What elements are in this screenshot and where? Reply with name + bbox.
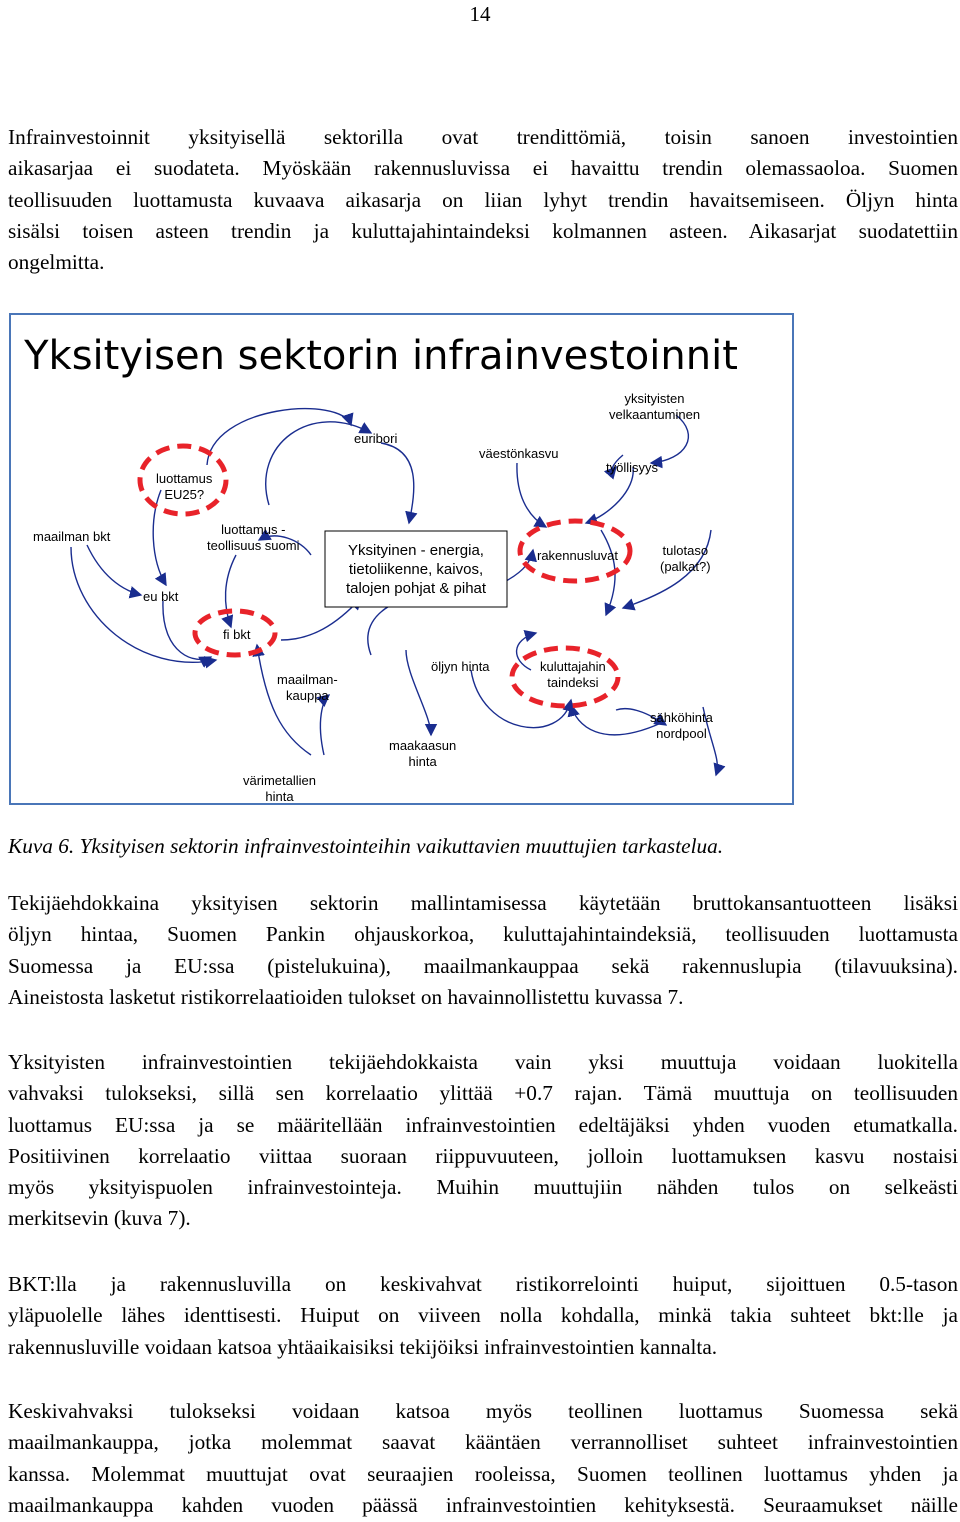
- text-line: Yksityisten infrainvestointien tekijäehdokkaista vain yksi muuttuja voidaan luokitella: [8, 1050, 958, 1074]
- node-center-investments: Yksityinen - energia, tietoliikenne, kaivos, talojen pohjat & pihat: [345, 542, 487, 597]
- node-maailmankauppa: maailman- kauppa: [277, 672, 338, 703]
- text-line: maailmankauppa, jotka molemmat saavat kääntäen verrannolliset suhteet infrainvestointien: [8, 1430, 958, 1455]
- node-fi-bkt: fi bkt: [223, 627, 251, 642]
- node-maakaasun-hinta: maakaasun hinta: [389, 738, 457, 769]
- text-line: rakennusluville voidaan katsoa yhtäaikaisiksi tekijöiksi infrainvestointien kannalta.: [8, 1334, 718, 1359]
- node-luottamus-eu: luottamus EU25?: [156, 471, 213, 502]
- text-line: Infrainvestoinnit yksityisellä sektorilla ovat trendittömiä, toisin sanoen investointien: [8, 125, 958, 149]
- text-line: kanssa. Molemmat muuttujat ovat seuraajien rooleissa, Suomen teollinen luottamus yhden ja: [8, 1461, 958, 1486]
- node-tyollisyys: työllisyys: [606, 460, 659, 475]
- figure-caption: Kuva 6. Yksityisen sektorin infrainvestointeihin vaikuttavien muuttujien tarkastelua.: [8, 834, 724, 858]
- text-line: Positiivinen korrelaatio viittaa suoraan riippuvuuteen, jolloin luottamuksen kasvu nostaisi: [8, 1143, 958, 1168]
- node-maailman-bkt: maailman bkt: [33, 529, 111, 544]
- text-line: Suomessa ja EU:ssa (pistelukuina), maailmankauppaa sekä rakennuslupia (tilavuuksina).: [8, 953, 958, 978]
- figure-title: Yksityisen sektorin infrainvestoinnit: [24, 333, 738, 379]
- text-line: öljyn hintaa, Suomen Pankin ohjauskorkoa, kuluttajahintaindeksiä, teollisuuden luottamusta: [8, 922, 958, 947]
- text-line: maailmankauppa kahden vuoden päässä infrainvestointien kehityksestä. Seuraamukset näille: [8, 1492, 958, 1517]
- paragraph-1: [8, 122, 958, 278]
- text-line: Tekijäehdokkaina yksityisen sektorin mallintamisessa käytetään bruttokansantuotteen lisäksi: [8, 891, 958, 915]
- text-line: ongelmitta.: [8, 250, 105, 275]
- node-rakennusluvat: rakennusluvat: [537, 548, 618, 563]
- node-varimetallien-hinta: värimetallien hinta: [243, 773, 316, 804]
- text-line: BKT:lla ja rakennusluvilla on keskivahvat ristikorrelointi huiput, sijoittuen 0.5-tason: [8, 1272, 958, 1296]
- text-line: yläpuolelle lähes identtisesti. Huiput on viiveen nolla kohdalla, minkä takia suhteet bkt:lle ja: [8, 1303, 958, 1328]
- node-luottamus-fi: luottamus - teollisuus suomi: [207, 522, 300, 553]
- node-vaestonkasvu: väestönkasvu: [479, 446, 559, 461]
- node-oljyn-hinta: öljyn hinta: [431, 659, 490, 674]
- page-number: 14: [469, 2, 491, 26]
- text-line: sisälsi toisen asteen trendin ja kuluttajahintaindeksi kolmannen asteen. Aikasarjat suodatettiin: [8, 218, 958, 243]
- node-eu-bkt: eu bkt: [143, 589, 179, 604]
- paragraph-4: [8, 1269, 958, 1363]
- text-line: teollisuuden luottamusta kuvaava aikasarja on liian lyhyt trendin havaitsemiseen. Öljyn hinta: [8, 187, 958, 212]
- text-line: myös yksityispuolen infrainvestointeja. Muihin muuttujiin nähden tulos on selkeästi: [8, 1175, 958, 1200]
- text-line: Keskivahvaksi tulokseksi voidaan katsoa myös teollinen luottamus Suomessa sekä: [8, 1399, 958, 1423]
- text-line: merkitsevin (kuva 7).: [8, 1206, 191, 1231]
- node-kuluttajahintaindeksi: kuluttajahin taindeksi: [540, 659, 606, 690]
- figure-diagram: [9, 313, 794, 805]
- paragraph-5: [8, 1396, 958, 1521]
- paragraph-3: [8, 1047, 958, 1235]
- node-velkaantuminen: yksityisten velkaantuminen: [609, 391, 701, 422]
- node-sahkohinta: sähköhinta nordpool: [650, 710, 713, 741]
- node-tulotaso: tulotaso (palkat?): [660, 543, 711, 574]
- text-line: aikasarjaa ei suodateta. Myöskään rakennusluvissa ei havaittu trendin olemassaoloa. Suomen: [8, 156, 958, 181]
- paragraph-2: [8, 888, 958, 1013]
- text-line: luottamus EU:ssa ja se määritellään infrainvestointien edeltäjäksi yhden vuoden etumatkalla.: [8, 1112, 958, 1137]
- text-line: vahvaksi tulokseksi, sillä sen korrelaatio ylittää +0.7 rajan. Tämä muuttuja on teollisuuden: [8, 1081, 958, 1106]
- node-euribori: euribori: [354, 431, 398, 446]
- text-line: Aineistosta lasketut ristikorrelaatioiden tulokset on havainnollistettu kuvassa 7.: [8, 984, 684, 1009]
